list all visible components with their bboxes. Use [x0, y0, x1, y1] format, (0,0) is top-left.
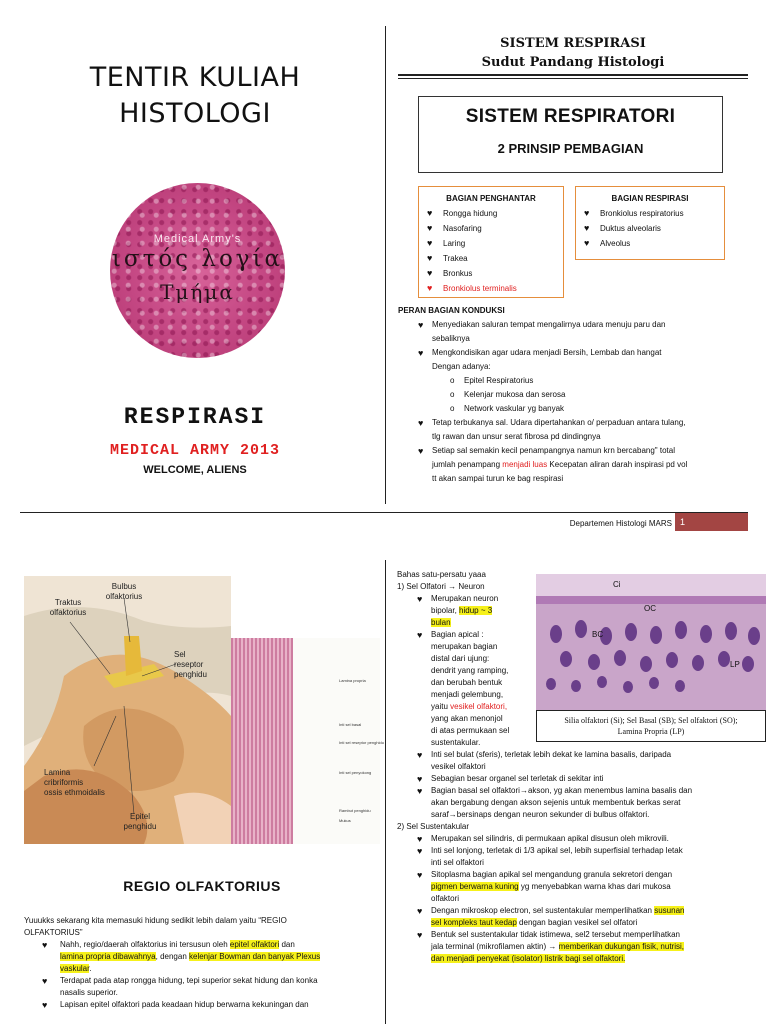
list-item: ♥ Terdapat pada atap rongga hidung, tepi superior sekat hidung dan konka nasalis superior. — [42, 976, 318, 997]
box-title: SISTEM RESPIRATORI — [465, 106, 676, 127]
heart-bullet-icon: ♥ — [418, 320, 424, 330]
micro-label-ci: Ci — [613, 580, 621, 589]
list-item: ♥ Alveolus — [584, 236, 724, 251]
heart-bullet-icon: ♥ — [417, 870, 423, 880]
slide-header-2: Sudut Pandang Histologi — [481, 55, 665, 70]
list-item: ♥ Bronkus — [427, 266, 563, 281]
page-number: 1 — [675, 513, 748, 531]
micrograph-caption: Silia olfaktori (Si); Sel Basal (SB); Sel olfaktori (SO); Lamina Propria (LP) — [536, 710, 766, 742]
heart-bullet-icon: ♥ — [584, 208, 590, 218]
bagian-respirasi-box — [575, 186, 725, 260]
penghantar-title: BAGIAN PENGHANTAR — [446, 194, 536, 203]
heart-bullet-icon: ♥ — [584, 223, 590, 233]
heart-bullet-icon: ♥ — [417, 750, 423, 760]
micro-label-oc: OC — [644, 604, 656, 613]
heart-bullet-icon: ♥ — [427, 223, 433, 233]
heart-bullet-icon: ♥ — [417, 594, 423, 604]
heart-bullet-icon: ♥ — [42, 940, 48, 950]
list-item: ♥ Merupakan neuron bipolar, hidup ~ 3 bulan — [417, 594, 499, 627]
list-item: ♥ Rongga hidung — [427, 206, 563, 221]
header-rule-thin — [398, 78, 748, 79]
peran-section — [398, 304, 748, 486]
histology-image — [231, 638, 293, 844]
heart-bullet-icon: ♥ — [417, 630, 423, 640]
section-heading-1: 1) Sel Olfatori → Neuron — [397, 582, 485, 591]
heart-bullet-icon: ♥ — [417, 786, 423, 796]
sel-olfatori-section — [397, 569, 767, 965]
heart-bullet-icon: ♥ — [417, 906, 423, 916]
slide-header-1: SISTEM RESPIRASI — [500, 36, 646, 51]
footer-rule — [20, 512, 748, 513]
list-item: ♥ Sebagian besar organel sel terletak di sekitar inti — [417, 774, 604, 784]
heart-bullet-icon: ♥ — [418, 418, 424, 428]
list-item: ♥ Merupakan sel silindris, di permukaan apikal disusun oleh mikrovili. — [417, 834, 669, 844]
logo-text-3: Τμήμα — [160, 280, 235, 304]
sub-item: o Kelenjar mukosa dan serosa — [398, 388, 748, 402]
histo-label: Rambut penghidu — [339, 808, 371, 813]
heart-bullet-icon: ♥ — [417, 834, 423, 844]
bagian-penghantar-box — [418, 186, 564, 298]
box-subtitle: 2 PRINSIP PEMBAGIAN — [497, 141, 644, 156]
sub-item: o Epitel Respiratorius — [398, 374, 748, 388]
list-item: ♥ Bentuk sel sustentakular tidak istimewa, sel2 tersebut memperlihatkan jala terminal (mikrofilamen aktin) → memberikan dukungan fisik, nutrisi, dan menjadi penyekat (isolator) listrik bagi sel olfaktori. — [417, 930, 684, 963]
list-item-highlight: ♥ Bronkiolus terminalis — [427, 281, 563, 296]
regio-intro: Yuuukks sekarang kita memasuki hidung sedikit lebih dalam yaitu “REGIO OLFAKTORIUS” — [24, 916, 287, 937]
heart-bullet-icon: ♥ — [427, 238, 433, 248]
list-item: ♥ Nasofaring — [427, 221, 563, 236]
list-item: ♥ Setiap sal semakin kecil penampangnya namun krn bercabang" total jumlah penampang menjadi luas Kecepatan aliran darah inspirasi pd vol tt akan sampai turun ke bag respirasi — [418, 446, 688, 483]
circle-bullet-icon: o — [450, 376, 455, 385]
medical-army-subtitle: MEDICAL ARMY 2013 — [109, 442, 281, 459]
cover-title — [30, 60, 360, 132]
heart-bullet-icon: ♥ — [427, 208, 433, 218]
list-item: ♥ Nahh, regio/daerah olfaktorius ini tersusun oleh epitel olfaktori dan lamina propria dibawahnya, dengan kelenjar Bowman dan banyak Plexus vaskular. — [42, 940, 321, 973]
regio-text — [24, 915, 374, 1011]
sub-item: o Network vaskular yg banyak — [398, 402, 748, 416]
list-item: ♥ Duktus alveolaris — [584, 221, 724, 236]
heart-bullet-icon: ♥ — [427, 253, 433, 263]
heart-bullet-icon: ♥ — [427, 268, 433, 278]
list-item: ♥ Inti sel lonjong, terletak di 1/3 apikal sel, lebih superfisial terhadap letak inti sel olfaktori — [417, 846, 683, 867]
list-item: ♥ Trakea — [427, 251, 563, 266]
list-item: ♥ Dengan mikroskop electron, sel sustentakular memperlihatkan susunan sel kompleks taut kedap dengan bagian vesikel sel olfatori — [417, 906, 685, 927]
nose-anatomy-figure — [24, 576, 231, 844]
respirasi-title: RESPIRASI — [123, 404, 267, 430]
histo-label: Inti sel penyokong — [339, 770, 372, 775]
histo-label: Mukus — [339, 818, 351, 823]
label-epitel: Epitel penghidu — [123, 812, 157, 831]
header-rule — [398, 74, 748, 76]
list-item: ♥ Bagian basal sel olfaktori→akson, yg akan menembus lamina basalis dan akan bergabung dengan akson sejenis untuk membentuk berkas serat saraf→bersinaps dengan neuron sekunder di bulbus olfaktori. — [417, 786, 693, 819]
histo-label: Inti sel basal — [339, 722, 362, 727]
label-traktus: Traktus olfaktorius — [49, 598, 87, 617]
heart-bullet-icon: ♥ — [42, 976, 48, 986]
heart-bullet-icon: ♥ — [427, 283, 433, 293]
respirasi-title: BAGIAN RESPIRASI — [611, 194, 689, 203]
cover-title-line1: TENTIR KULIAH — [89, 62, 301, 93]
heart-bullet-icon: ♥ — [417, 846, 423, 856]
column-divider-bottom — [385, 560, 386, 1024]
heart-bullet-icon: ♥ — [417, 930, 423, 940]
list-item: ♥ Bronkiolus respiratorius — [584, 206, 724, 221]
histology-strip-figure — [231, 638, 384, 844]
list-item: ♥ Tetap terbukanya sal. Udara dipertahankan o/ perpaduan antara tulang, tlg rawan dan unsur serat fibrosa pd dindingnya — [418, 418, 686, 441]
list-item: ♥ Sitoplasma bagian apikal sel mengandung granula sekretori dengan pigmen berwarna kuning yg menyebabkan warna khas dari mukosa olfaktori — [417, 870, 673, 903]
histo-label: Lamina propria — [339, 678, 366, 683]
heart-bullet-icon: ♥ — [417, 774, 423, 784]
list-item: ♥ Bagian apical : merupakan bagian distal dari ujung: dendrit yang ramping, dan berubah bentuk menjadi gelembung, yaitu vesikel olfaktori, yang akan menonjol di atas permukaan sel sustentakular. — [417, 630, 510, 747]
logo-text-2: ιστός λογία — [111, 246, 284, 272]
list-item: ♥ Lapisan epitel olfaktori pada keadaan hidup berwarna kekuningan dan — [42, 1000, 309, 1010]
list-item: ♥ Mengkondisikan agar udara menjadi Bersih, Lembab dan hangat Dengan adanya: — [418, 348, 662, 371]
slide-header — [398, 34, 748, 72]
medical-army-logo — [110, 183, 285, 358]
heart-bullet-icon: ♥ — [584, 238, 590, 248]
list-item: ♥ Inti sel bulat (sferis), terletak lebih dekat ke lamina basalis, daripada vesikel olfaktori — [417, 750, 672, 771]
circle-bullet-icon: o — [450, 404, 455, 413]
regio-title: REGIO OLFAKTORIUS — [123, 878, 281, 894]
section-heading-2: 2) Sel Sustentakular — [397, 822, 470, 831]
sistem-respiratori-box — [418, 96, 723, 173]
cover-title-line2: HISTOLOGI — [119, 98, 271, 129]
label-sel-reseptor: Sel reseptor penghidu — [174, 650, 207, 679]
list-item: ♥ Laring — [427, 236, 563, 251]
list-item: ♥ Menyediakan saluran tempat mengalirnya udara menuju paru dan sebaliknya — [418, 320, 666, 343]
column-divider-top — [385, 26, 386, 504]
label-lamina: Lamina cribriformis ossis ethmoidalis — [44, 768, 105, 797]
section-intro: Bahas satu-persatu yaaa — [397, 570, 486, 579]
heart-bullet-icon: ♥ — [42, 1000, 48, 1010]
logo-text-1: Medical Army's — [153, 233, 242, 245]
welcome-text: WELCOME, ALIENS — [143, 464, 247, 476]
circle-bullet-icon: o — [450, 390, 455, 399]
micro-label-bc: BC — [592, 630, 604, 639]
heart-bullet-icon: ♥ — [418, 446, 424, 456]
peran-title: PERAN BAGIAN KONDUKSI — [398, 306, 505, 315]
heart-bullet-icon: ♥ — [418, 348, 424, 358]
label-bulbus: Bulbus olfaktorius — [105, 582, 143, 601]
micro-label-lp: LP — [730, 660, 740, 669]
footer-department: Departemen Histologi MARS — [569, 519, 672, 528]
histo-label: Inti sel reseptor penghidu — [339, 740, 384, 745]
